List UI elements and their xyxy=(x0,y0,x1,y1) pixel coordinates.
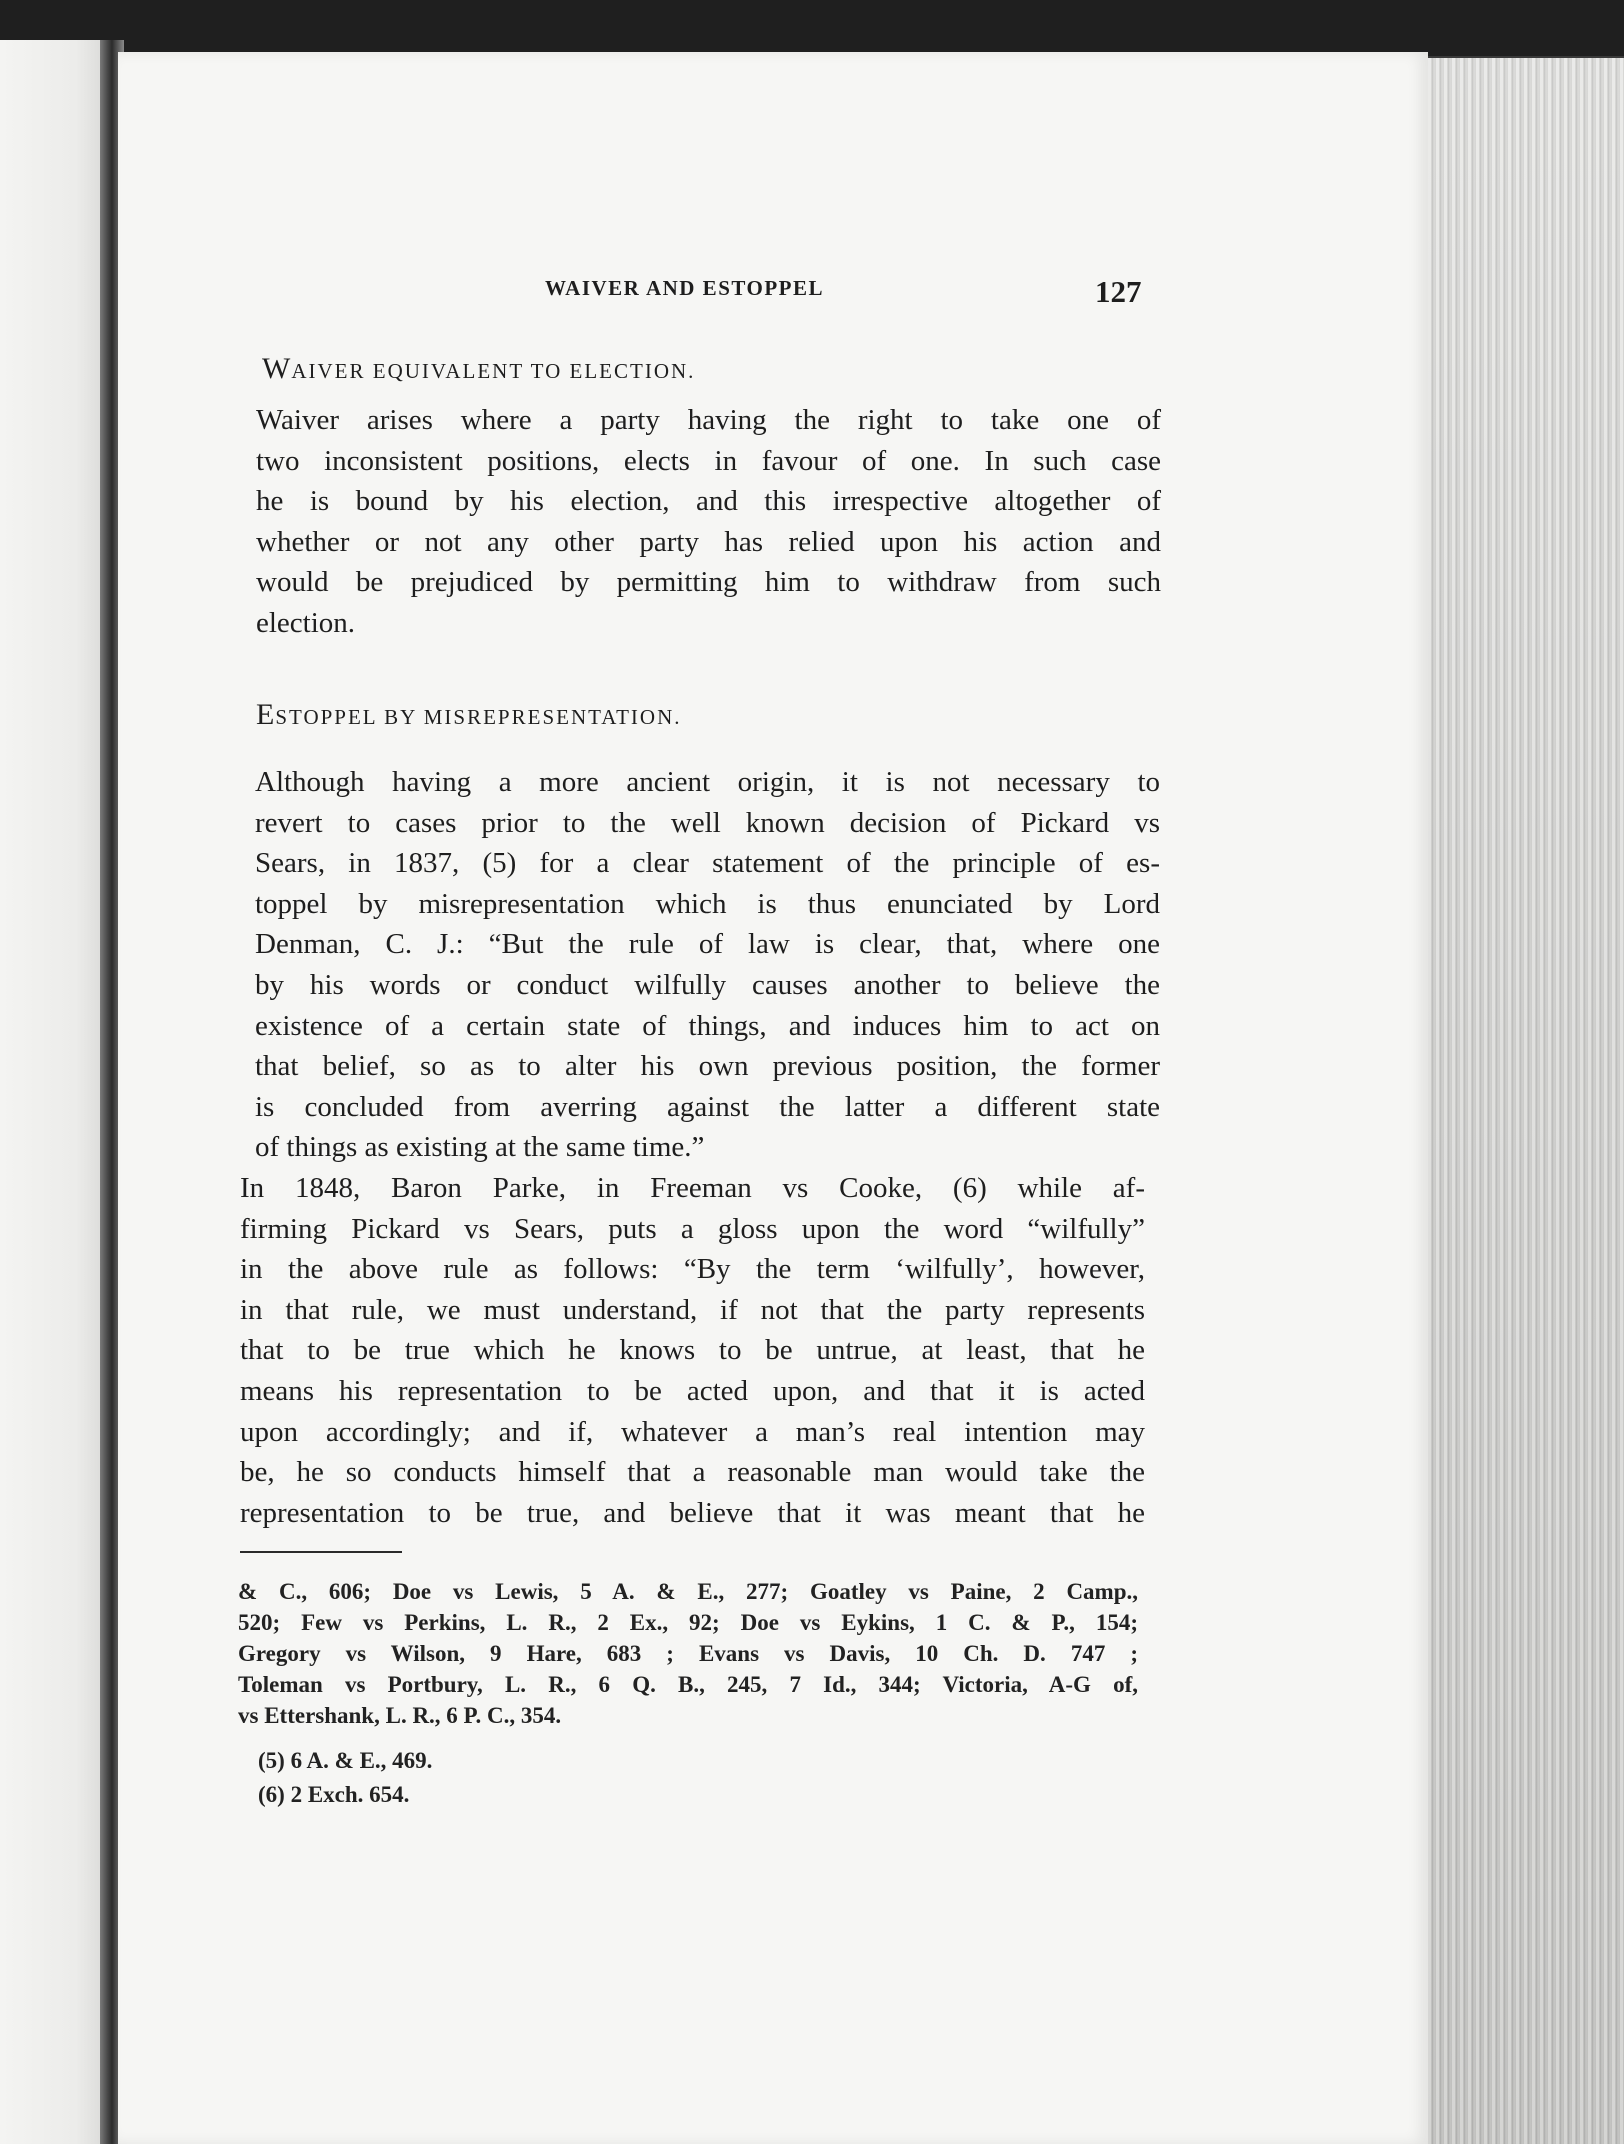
text-line: existence of a certain state of things, and induces him to act on xyxy=(255,1009,1160,1042)
section-heading-estoppel xyxy=(256,698,682,732)
heading-initial: W xyxy=(262,352,292,385)
footnote-line: Gregory vs Wilson, 9 Hare, 683 ; Evans vs Davis, 10 Ch. D. 747 ; xyxy=(238,1641,1138,1666)
text-line: whether or not any other party has relied upon his action and xyxy=(256,525,1161,558)
scan-top-border xyxy=(0,0,1624,56)
text-line: Denman, C. J.: “But the rule of law is clear, that, where one xyxy=(255,928,1160,961)
text-line: by his words or conduct wilfully causes another to believe the xyxy=(255,968,1160,1001)
heading-initial: E xyxy=(256,698,276,731)
text-line: Waiver arises where a party having the right to take one of xyxy=(256,404,1161,436)
text-line: in the above rule as follows: “By the term ‘wilfully’, however, xyxy=(240,1253,1145,1286)
page-stack-edges xyxy=(1420,58,1624,2144)
footnote-5: (5) 6 A. & E., 469. xyxy=(258,1748,433,1773)
footnote-6: (6) 2 Exch. 654. xyxy=(258,1782,410,1807)
text-line: election. xyxy=(256,606,356,639)
text-line: firming Pickard vs Sears, puts a gloss upon the word “wilfully” xyxy=(240,1212,1145,1245)
paragraph-waiver xyxy=(256,400,1161,644)
text-line: revert to cases prior to the well known decision of Pickard vs xyxy=(255,806,1160,839)
footnote-continuation xyxy=(238,1576,1138,1731)
text-line: he is bound by his election, and this irrespective altogether of xyxy=(256,485,1161,518)
section-heading-waiver xyxy=(262,352,695,386)
running-head: WAIVER AND ESTOPPEL xyxy=(545,276,825,300)
text-line: In 1848, Baron Parke, in Freeman vs Cooke, (6) while af- xyxy=(240,1172,1145,1204)
text-line: of things as existing at the same time.” xyxy=(255,1131,705,1164)
paragraph-freeman-cooke xyxy=(240,1168,1145,1533)
heading-text: AIVER EQUIVALENT TO ELECTION. xyxy=(291,359,696,383)
heading-text: STOPPEL BY MISREPRESENTATION. xyxy=(275,705,682,729)
footnote-line: vs Ettershank, L. R., 6 P. C., 354. xyxy=(238,1703,562,1728)
footnote-line: Toleman vs Portbury, L. R., 6 Q. B., 245, 7 Id., 344; Victoria, A-G of, xyxy=(238,1672,1138,1697)
paragraph-estoppel xyxy=(255,762,1160,1168)
text-line: toppel by misrepresentation which is thus enunciated by Lord xyxy=(255,887,1160,920)
footnote-rule xyxy=(240,1551,402,1553)
text-line: in that rule, we must understand, if not that the party represents xyxy=(240,1293,1145,1326)
text-line: that belief, so as to alter his own previous position, the former xyxy=(255,1050,1160,1083)
page-number: 127 xyxy=(1095,274,1142,309)
text-line: upon accordingly; and if, whatever a man’s real intention may xyxy=(240,1415,1145,1448)
footnote-line: 520; Few vs Perkins, L. R., 2 Ex., 92; Doe vs Eykins, 1 C. & P., 154; xyxy=(238,1610,1138,1635)
footnote-line: & C., 606; Doe vs Lewis, 5 A. & E., 277; Goatley vs Paine, 2 Camp., xyxy=(238,1579,1138,1604)
text-line: would be prejudiced by permitting him to withdraw from such xyxy=(256,566,1161,599)
text-line: that to be true which he knows to be untrue, at least, that he xyxy=(240,1334,1145,1367)
text-line: two inconsistent positions, elects in favour of one. In such case xyxy=(256,444,1161,477)
text-line: be, he so conducts himself that a reasonable man would take the xyxy=(240,1456,1145,1489)
facing-page-edge xyxy=(0,40,108,2144)
text-line: is concluded from averring against the latter a different state xyxy=(255,1090,1160,1123)
text-line: means his representation to be acted upon, and that it is acted xyxy=(240,1374,1145,1407)
text-line: representation to be true, and believe that it was meant that he xyxy=(240,1496,1145,1529)
text-line: Sears, in 1837, (5) for a clear statement of the principle of es- xyxy=(255,847,1160,880)
text-line: Although having a more ancient origin, it is not necessary to xyxy=(255,766,1160,798)
